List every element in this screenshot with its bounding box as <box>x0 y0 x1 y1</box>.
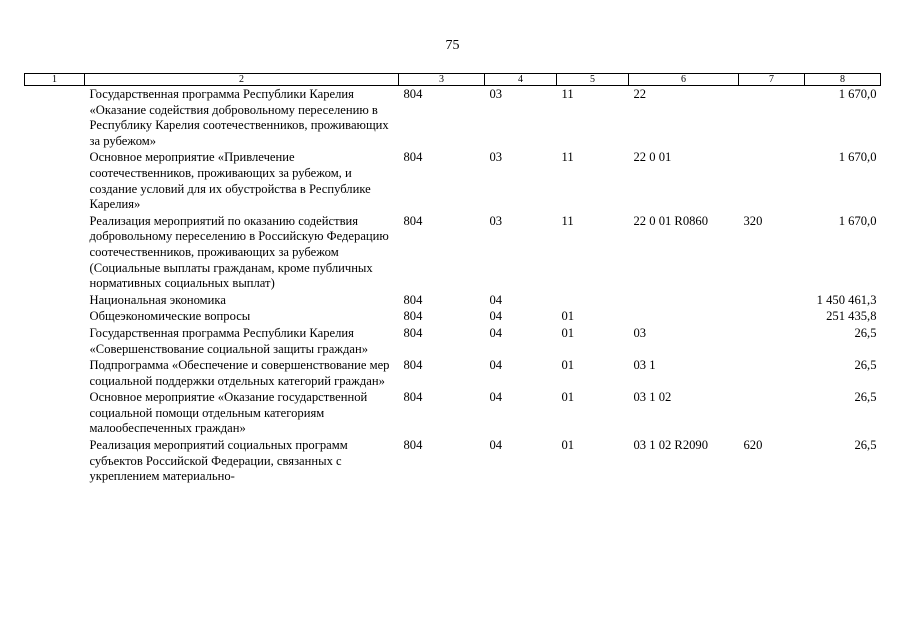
cell-expense-type <box>739 86 805 150</box>
cell-amount: 1 670,0 <box>838 150 877 165</box>
table-row <box>25 149 881 212</box>
cell-subsection: 01 <box>561 358 575 373</box>
cell-index <box>25 389 85 437</box>
cell-index <box>25 325 85 357</box>
cell-ministry-code: 804 <box>403 358 423 373</box>
cell-amount: 26,5 <box>854 358 877 373</box>
table-row <box>25 292 881 309</box>
cell-target-article: 22 0 01 R0860 <box>633 213 709 228</box>
cell-index <box>25 292 85 309</box>
cell-subsection: 11 <box>561 213 574 228</box>
cell-section: 04 <box>489 292 503 307</box>
cell-expense-type: 620 <box>743 438 763 453</box>
cell-description: Общеэкономические вопросы <box>89 309 251 324</box>
cell-subsection: 01 <box>561 309 575 324</box>
column-number-row <box>25 74 881 86</box>
column-header-8: 8 <box>805 74 881 86</box>
cell-subsection: 11 <box>561 87 574 101</box>
cell-amount: 1 670,0 <box>838 213 877 228</box>
cell-target-article <box>629 292 739 309</box>
cell-amount: 1 670,0 <box>838 87 877 101</box>
table-row <box>25 213 881 292</box>
column-header-1: 1 <box>25 74 85 86</box>
cell-subsection: 01 <box>561 438 575 453</box>
cell-section: 04 <box>489 438 503 453</box>
cell-target-article: 22 0 01 <box>633 150 672 165</box>
column-header-3: 3 <box>399 74 485 86</box>
column-header-6: 6 <box>629 74 739 86</box>
cell-amount: 251 435,8 <box>826 309 877 324</box>
cell-expense-type <box>739 389 805 437</box>
cell-description: Государственная программа Республики Карелия «Оказание содействия добровольному переселению в Республику Карелия соотечественников, проживающих за рубежом» <box>89 87 389 148</box>
cell-ministry-code: 804 <box>403 150 423 165</box>
cell-section: 03 <box>489 87 503 101</box>
cell-amount: 26,5 <box>854 438 877 453</box>
cell-ministry-code: 804 <box>403 438 423 453</box>
cell-amount: 1 450 461,3 <box>816 292 877 307</box>
cell-expense-type <box>739 292 805 309</box>
cell-section: 03 <box>489 213 503 228</box>
cell-target-article: 03 1 02 R2090 <box>633 438 709 453</box>
cell-description: Реализация мероприятий по оказанию содействия добровольному переселению в Российскую Федерацию соотечественников, проживающих за рубежом (Социальные выплаты гражданам, кроме публичных нормативных социальных выплат) <box>89 213 389 291</box>
cell-subsection: 01 <box>561 390 575 405</box>
cell-subsection <box>557 292 629 309</box>
cell-description: Национальная экономика <box>89 292 226 307</box>
table-row <box>25 389 881 437</box>
cell-target-article: 03 1 02 <box>633 390 672 405</box>
column-header-7: 7 <box>739 74 805 86</box>
table-row <box>25 308 881 325</box>
cell-ministry-code: 804 <box>403 309 423 324</box>
page-number: 75 <box>445 38 460 53</box>
cell-target-article <box>629 308 739 325</box>
cell-expense-type <box>739 325 805 357</box>
cell-target-article: 03 1 <box>633 358 656 373</box>
cell-ministry-code: 804 <box>403 87 423 101</box>
cell-index <box>25 86 85 150</box>
cell-ministry-code: 804 <box>403 390 423 405</box>
cell-description: Реализация мероприятий социальных программ субъектов Российской Федерации, связанных с укреплением материально- <box>89 438 348 484</box>
cell-ministry-code: 804 <box>403 325 423 340</box>
cell-expense-type <box>739 308 805 325</box>
cell-section: 04 <box>489 358 503 373</box>
cell-ministry-code: 804 <box>403 213 423 228</box>
cell-section: 03 <box>489 150 503 165</box>
column-header-4: 4 <box>485 74 557 86</box>
cell-section: 04 <box>489 325 503 340</box>
cell-expense-type: 320 <box>743 213 763 228</box>
cell-subsection: 11 <box>561 150 574 165</box>
table-row <box>25 357 881 389</box>
cell-description: Основное мероприятие «Привлечение соотечественников, проживающих за рубежом, и создание условий для их обустройства в Республике Карелия» <box>89 150 371 212</box>
cell-expense-type <box>739 357 805 389</box>
cell-description: Основное мероприятие «Оказание государственной социальной помощи отдельным категориям малообеспеченных граждан» <box>89 390 368 436</box>
cell-index <box>25 437 85 485</box>
cell-section: 04 <box>489 309 503 324</box>
cell-expense-type <box>739 149 805 212</box>
cell-section: 04 <box>489 390 503 405</box>
table-row <box>25 325 881 357</box>
cell-index <box>25 308 85 325</box>
cell-target-article: 03 <box>633 325 647 340</box>
column-header-5: 5 <box>557 74 629 86</box>
budget-table <box>24 73 881 485</box>
cell-index <box>25 213 85 292</box>
cell-index <box>25 149 85 212</box>
cell-description: Подпрограмма «Обеспечение и совершенствование мер социальной поддержки отдельных категорий граждан» <box>89 358 390 388</box>
cell-index <box>25 357 85 389</box>
table-row <box>25 437 881 485</box>
cell-amount: 26,5 <box>854 325 877 340</box>
cell-amount: 26,5 <box>854 390 877 405</box>
table-row <box>25 86 881 150</box>
cell-subsection: 01 <box>561 325 575 340</box>
cell-description: Государственная программа Республики Карелия «Совершенствование социальной защиты граждан» <box>89 325 369 356</box>
column-header-2: 2 <box>85 74 399 86</box>
cell-ministry-code: 804 <box>403 292 423 307</box>
cell-target-article: 22 <box>633 87 647 101</box>
